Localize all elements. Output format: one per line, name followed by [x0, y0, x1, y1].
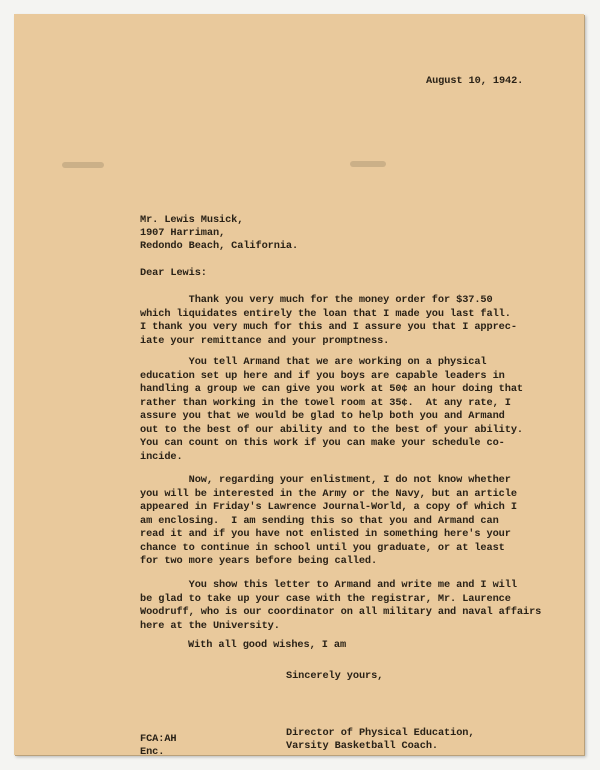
paragraph-line: you will be interested in the Army or the Navy, but an article — [140, 487, 517, 500]
recipient-city: Redondo Beach, California. — [140, 240, 299, 252]
recipient-name: Mr. Lewis Musick, — [140, 214, 244, 226]
reference-initials: FCA:AH — [140, 733, 177, 745]
paragraph-line: be glad to take up your case with the registrar, Mr. Laurence — [140, 592, 511, 605]
signature-title: Director of Physical Education, — [286, 727, 475, 739]
letter-page — [14, 14, 584, 758]
paragraph-line: Now, regarding your enlistment, I do not know whether — [140, 474, 511, 486]
paragraph-line: education set up here and if you boys are capable leaders in — [140, 369, 505, 382]
smudge-mark-right — [350, 161, 386, 167]
enclosure-note: Enc. — [140, 746, 165, 758]
paragraph-physical-education — [140, 356, 540, 464]
paragraph-line: appeared in Friday's Lawrence Journal-World, a copy of which I — [140, 501, 517, 513]
paragraph-line: Woodruff, who is our coordinator on all military and naval affairs — [140, 606, 542, 618]
paragraph-line: here at the University. — [140, 619, 280, 632]
paragraph-registrar — [140, 579, 540, 633]
paragraph-line: rather than working in the towel room at 35¢. At any rate, I — [140, 396, 511, 409]
salutation: Dear Lewis: — [140, 267, 207, 279]
paragraph-line: read it and if you have not enlisted in something here's your — [140, 528, 511, 540]
paragraph-line: Thank you very much for the money order for $37.50 — [140, 294, 493, 306]
paragraph-line: You show this letter to Armand and write me and I will — [140, 579, 517, 591]
paragraph-line: for two more years before being called. — [140, 555, 378, 567]
closing-wish: With all good wishes, I am — [188, 639, 347, 651]
paragraph-line: which liquidates entirely the loan that I made you last fall. — [140, 307, 511, 320]
smudge-mark-left — [62, 162, 104, 168]
signature-subtitle: Varsity Basketball Coach. — [286, 740, 438, 752]
closing: Sincerely yours, — [286, 670, 384, 682]
recipient-street: 1907 Harriman, — [140, 227, 226, 239]
paragraph-money-order — [140, 294, 540, 348]
paragraph-line: out to the best of our ability and to the best of your ability. — [140, 423, 523, 436]
paragraph-line: iate your remittance and your promptness. — [140, 334, 390, 347]
paragraph-line: You can count on this work if you can make your schedule co- — [140, 437, 505, 449]
letter-date: August 10, 1942. — [426, 75, 524, 87]
paragraph-line: handling a group we can give you work at 50¢ an hour doing that — [140, 383, 523, 395]
paragraph-line: chance to continue in school until you graduate, or at least — [140, 541, 505, 554]
paragraph-line: am enclosing. I am sending this so that you and Armand can — [140, 514, 499, 527]
paragraph-line: incide. — [140, 450, 183, 463]
paragraph-enlistment — [140, 474, 540, 569]
paragraph-line: I thank you very much for this and I assure you that I apprec- — [140, 321, 517, 333]
paragraph-line: assure you that we would be glad to help both you and Armand — [140, 410, 505, 422]
paragraph-line: You tell Armand that we are working on a physical — [140, 356, 487, 368]
